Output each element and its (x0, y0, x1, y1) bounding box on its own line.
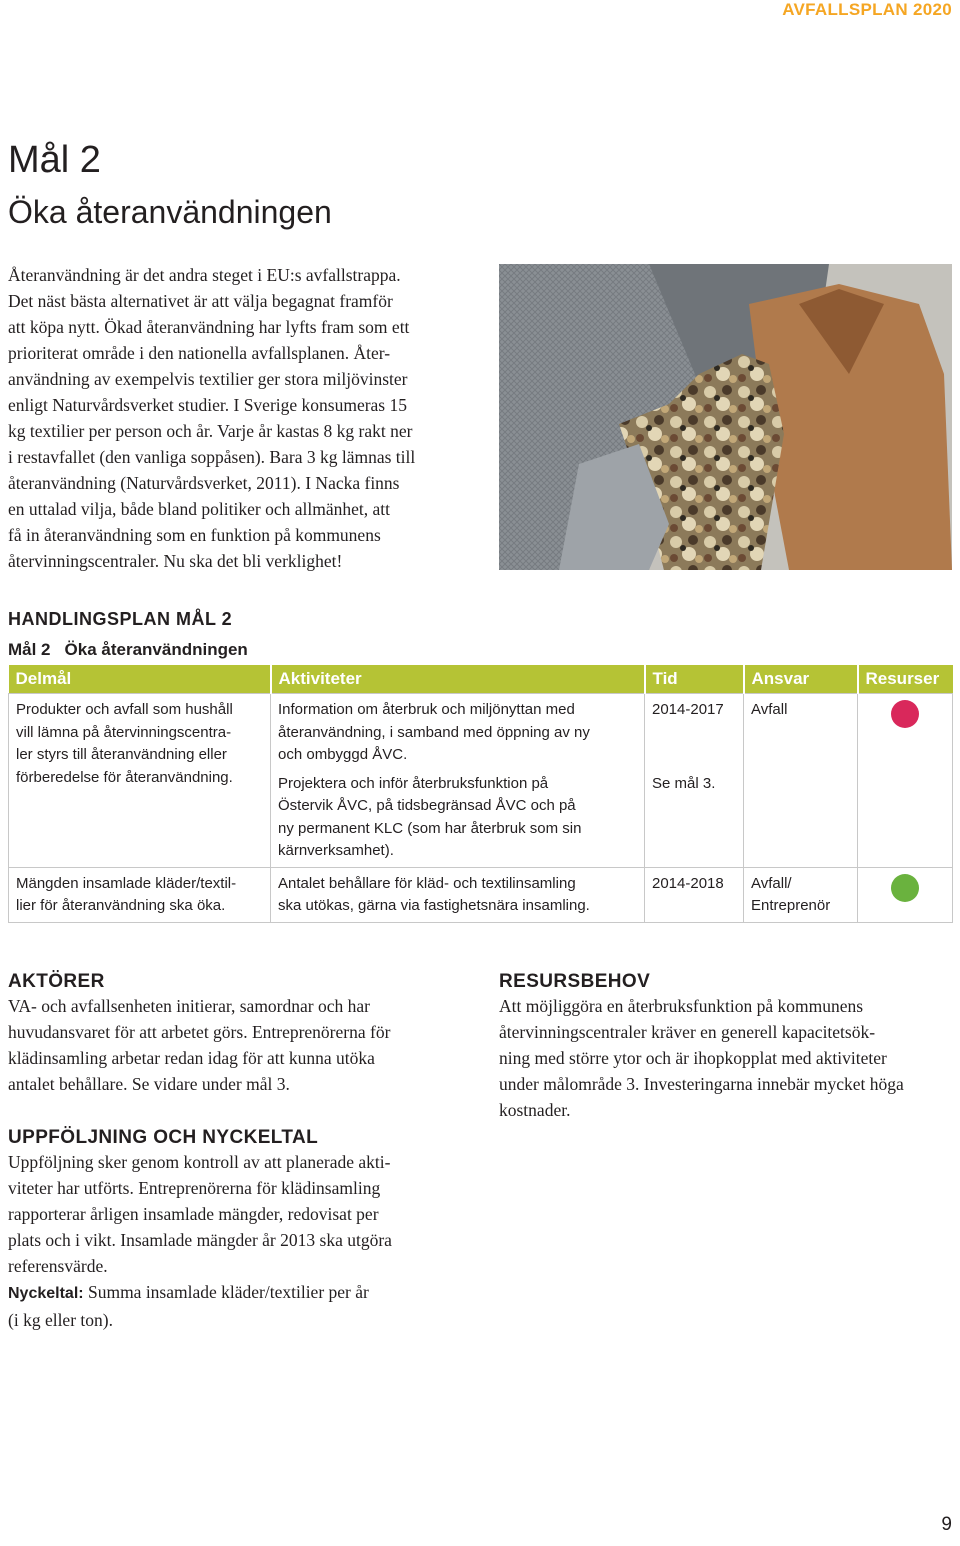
delmal-cell (9, 694, 271, 868)
cell-line: 2014-2018 (652, 874, 724, 892)
intro-line: återvinningscentraler. Nu ska det bli verklighet! (8, 551, 343, 571)
resources-line: Att möjliggöra en återbruksfunktion på kommunens (499, 996, 864, 1016)
intro-line: få in återanvändning som en funktion på kommunens (8, 525, 381, 545)
column-header: Delmål (9, 665, 271, 694)
cell-line: vill lämna på återvinningscentra- (16, 723, 232, 741)
actors-line: huvudansvaret för att arbetet görs. Entreprenörerna för (8, 1022, 391, 1042)
delmal-cell (9, 867, 271, 922)
table-row (9, 867, 953, 922)
document-header-title: AVFALLSPLAN 2020 (782, 0, 952, 19)
cell-line: ska utökas, gärna via fastighetsnära insamling. (278, 897, 590, 914)
resources-line: ning med större ytor och är ihopkopplat med aktiviteter (499, 1048, 887, 1068)
action-plan-subheading (8, 640, 248, 660)
intro-line: kg textilier per person och år. Varje år kastas 8 kg rakt ner (8, 421, 413, 441)
cell-line: lier för återanvändning ska öka. (16, 897, 226, 914)
actors-line: antalet behållare. Se vidare under mål 3. (8, 1074, 290, 1094)
cell-line: Se mål 3. (652, 774, 716, 792)
followup-line: rapporterar årligen insamlade mängder, redovisat per (8, 1204, 379, 1224)
resurser-cell (858, 867, 953, 922)
actors-line: klädinsamling arbetar redan idag för att kunna utöka (8, 1048, 375, 1068)
cell-line: Avfall/ (751, 874, 792, 892)
intro-line: användning av exempelvis textilier ger stora miljövinster (8, 369, 408, 389)
kpi-label: Nyckeltal: (8, 1285, 84, 1302)
followup-section (8, 1127, 458, 1333)
resources-line: under målområde 3. Investeringarna innebär mycket höga (499, 1074, 904, 1094)
goal-subtitle: Öka återanvändningen (8, 194, 332, 230)
intro-line: att köpa nytt. Ökad återanvändning har lyfts fram som ett (8, 317, 410, 337)
table-header-row (9, 665, 953, 694)
action-plan-goal-name: Öka återanvändningen (64, 640, 248, 659)
cell-line: Projektera och inför återbruksfunktion på (278, 774, 549, 792)
cell-line: återanvändning, i samband med öppning av ny (278, 723, 590, 741)
cell-line: Produkter och avfall som hushåll (16, 701, 233, 718)
cell-line: Entreprenör (751, 897, 831, 914)
followup-line: viteter har utförts. Entreprenörerna för klädinsamling (8, 1178, 381, 1198)
actors-heading: AKTÖRER (8, 971, 105, 992)
cell-line: Information om återbruk och miljönyttan med (278, 701, 575, 718)
tid-cell (645, 694, 744, 868)
column-header: Ansvar (744, 665, 858, 694)
ansvar-cell (744, 867, 858, 922)
resurser-cell (858, 694, 953, 868)
resources-heading: RESURSBEHOV (499, 971, 651, 992)
action-plan-heading: HANDLINGSPLAN MÅL 2 (8, 609, 233, 629)
kpi-text: Summa insamlade kläder/textilier per år (83, 1282, 369, 1302)
resource-status-dot-red (891, 700, 919, 728)
page-number: 9 (941, 1514, 952, 1535)
resources-section (499, 971, 954, 1123)
intro-paragraph (8, 262, 478, 574)
table-row (9, 694, 953, 868)
followup-line: plats och i vikt. Insamlade mängder år 2013 ska utgöra (8, 1230, 392, 1250)
intro-line: enligt Naturvårdsverket studier. I Sverige konsumeras 15 (8, 395, 407, 415)
intro-line: en uttalad vilja, både bland politiker och allmänhet, att (8, 499, 390, 519)
cell-line: och ombyggd ÅVC. (278, 746, 408, 763)
column-header: Tid (645, 665, 744, 694)
cell-line: kärnverksamhet). (278, 842, 394, 859)
cell-line: 2014-2017 (652, 701, 724, 718)
resources-paragraph (499, 993, 954, 1123)
resources-line: återvinningscentraler kräver en generell kapacitetsök- (499, 1022, 876, 1042)
cell-line: Antalet behållare för kläd- och textilinsamling (278, 874, 576, 892)
aktivitet-cell (271, 694, 645, 868)
actors-section (8, 971, 458, 1097)
intro-line: prioriterat område i den nationella avfallsplanen. Åter- (8, 343, 391, 363)
resource-status-dot-green (891, 874, 919, 902)
cell-line: Östervik ÅVC, på tidsbegränsad ÅVC och på (278, 797, 576, 814)
actors-paragraph (8, 993, 458, 1097)
action-plan-table (8, 665, 953, 923)
aktivitet-cell (271, 867, 645, 922)
column-header: Aktiviteter (271, 665, 645, 694)
followup-line: referensvärde. (8, 1256, 108, 1276)
followup-line: Uppföljning sker genom kontroll av att planerade akti- (8, 1152, 391, 1172)
intro-line: återanvändning (Naturvårdsverket, 2011). I Nacka finns (8, 473, 400, 493)
followup-heading: UPPFÖLJNING OCH NYCKELTAL (8, 1127, 319, 1148)
cell-line: Mängden insamlade kläder/textil- (16, 874, 237, 892)
column-header: Resurser (858, 665, 953, 694)
clothes-photo (499, 264, 952, 570)
action-plan-goal-label: Mål 2 (8, 640, 51, 659)
cell-line: ny permanent KLC (som har återbruk som sin (278, 819, 582, 837)
cell-line: ler styrs till återanvändning eller (16, 746, 227, 763)
ansvar-cell (744, 694, 858, 868)
followup-paragraph (8, 1149, 458, 1333)
goal-title: Mål 2 (8, 139, 101, 181)
kpi-text: (i kg eller ton). (8, 1310, 113, 1330)
resources-line: kostnader. (499, 1100, 571, 1120)
actors-line: VA- och avfallsenheten initierar, samordnar och har (8, 996, 370, 1016)
intro-line: Det näst bästa alternativet är att välja begagnat framför (8, 291, 393, 311)
cell-line: förberedelse för återanvändning. (16, 768, 233, 786)
intro-line: Återanvändning är det andra steget i EU:s avfallstrappa. (8, 265, 401, 285)
intro-line: i restavfallet (den vanliga soppåsen). Bara 3 kg lämnas till (8, 447, 416, 467)
cell-line: Avfall (751, 701, 788, 718)
tid-cell (645, 867, 744, 922)
